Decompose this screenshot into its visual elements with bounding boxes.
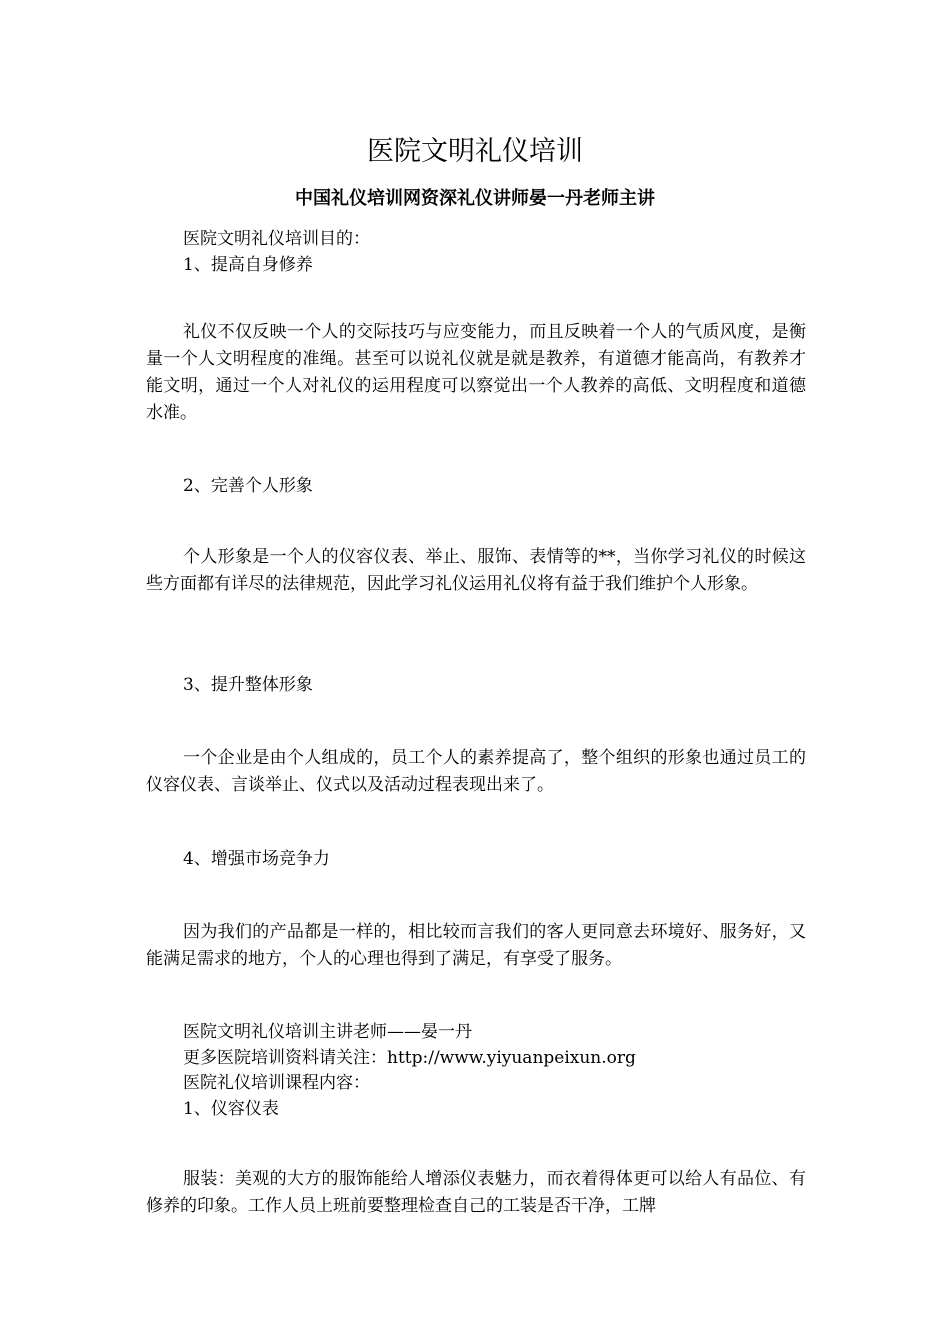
purpose-heading: 医院文明礼仪培训目的： <box>183 229 370 249</box>
item4-body: 因为我们的产品都是一样的，相比较而言我们的客人更同意去环境好、服务好，又能满足需求的地方，个人的心理也得到了满足，有享受了服务。 <box>146 922 806 969</box>
course-item1-body: 服装：美观的大方的服饰能给人增添仪表魅力，而衣着得体更可以给人有品位、有修养的印象。工作人员上班前要整理检查自己的工装是否干净，工牌 <box>146 1169 806 1216</box>
item1-heading: 1、提高自身修养 <box>183 255 313 275</box>
lecturer-line: 医院文明礼仪培训主讲老师——晏一丹 <box>183 1022 472 1042</box>
item2-heading: 2、完善个人形象 <box>183 476 313 496</box>
course-item1-heading: 1、仪容仪表 <box>183 1099 279 1119</box>
item1-body: 礼仪不仅反映一个人的交际技巧与应变能力，而且反映着一个人的气质风度，是衡量一个人文明程度的准绳。甚至可以说礼仪就是就是教养，有道德才能高尚，有教养才能文明，通过一个人对礼仪的运用程度可以察觉出一个人教养的高低、文明程度和道德水准。 <box>146 322 806 423</box>
document-subtitle: 中国礼仪培训网资深礼仪讲师晏一丹老师主讲 <box>295 188 655 209</box>
document-title: 医院文明礼仪培训 <box>367 136 583 167</box>
more-info-line: 更多医院培训资料请关注：http://www.yiyuanpeixun.org <box>183 1048 636 1068</box>
item3-body: 一个企业是由个人组成的，员工个人的素养提高了，整个组织的形象也通过员工的仪容仪表、言谈举止、仪式以及活动过程表现出来了。 <box>146 748 806 795</box>
item2-body: 个人形象是一个人的仪容仪表、举止、服饰、表情等的**，当你学习礼仪的时候这些方面都有详尽的法律规范，因此学习礼仪运用礼仪将有益于我们维护个人形象。 <box>146 547 806 594</box>
course-heading: 医院礼仪培训课程内容： <box>183 1073 370 1093</box>
item4-heading: 4、增强市场竞争力 <box>183 849 330 869</box>
item3-heading: 3、提升整体形象 <box>183 675 313 695</box>
